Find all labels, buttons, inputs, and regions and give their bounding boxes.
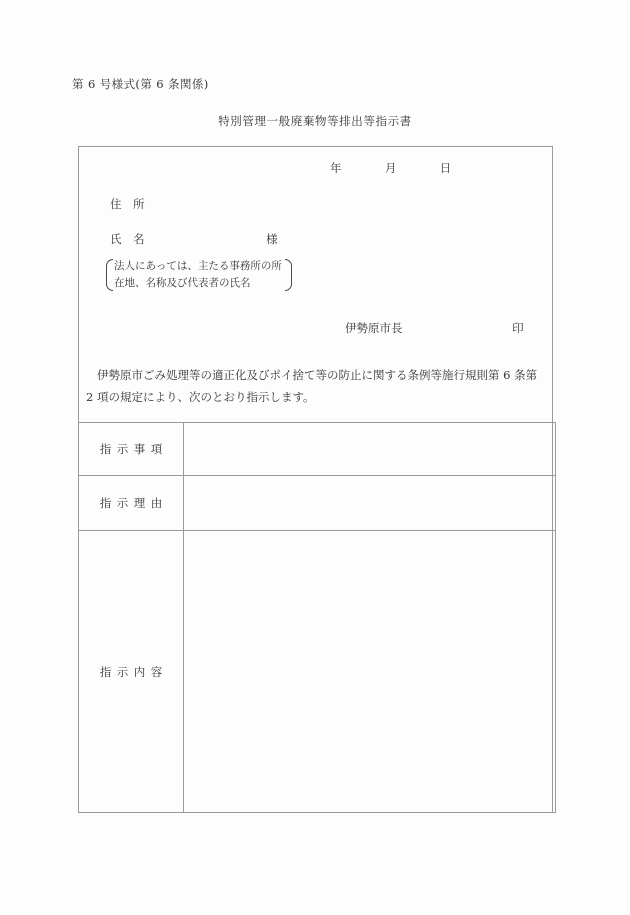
brace-right-icon <box>283 258 292 292</box>
instruction-table <box>78 422 556 813</box>
brace-left-icon <box>104 258 113 292</box>
corporate-note-line-2: 在地、名称及び代表者の氏名 <box>114 277 251 289</box>
table-row <box>79 423 556 476</box>
name-honorific: 様 <box>266 232 278 246</box>
table-row <box>79 531 556 813</box>
address-row <box>110 196 145 212</box>
issuer-row <box>345 320 524 336</box>
name-row <box>110 231 278 247</box>
address-label: 住 所 <box>110 197 145 211</box>
row-label-instruction-item: 指示事項 <box>79 423 184 476</box>
seal-mark: 印 <box>512 321 524 335</box>
body-paragraph-line-1: 伊勢原市ごみ処理等の適正化及びポイ捨て等の防止に関する条例等施行規則第 6 条第 <box>97 368 538 382</box>
date-month-label: 月 <box>384 161 397 175</box>
corporate-note-lines <box>113 258 283 292</box>
date-year-label: 年 <box>330 161 342 175</box>
row-value-instruction-reason[interactable] <box>184 476 556 531</box>
name-label: 氏 名 <box>110 232 145 246</box>
issuer-name: 伊勢原市長 <box>345 321 403 335</box>
form-number: 第 6 号様式(第 6 条関係) <box>72 77 209 91</box>
row-label-instruction-content: 指示内容 <box>79 531 184 813</box>
corporate-note <box>104 258 292 292</box>
table-row <box>79 476 556 531</box>
corporate-note-line-1: 法人にあっては、主たる事務所の所 <box>114 260 282 272</box>
body-paragraph-line-2: 2 項の規定により、次のとおり指示します。 <box>86 390 315 404</box>
body-paragraph <box>86 364 548 408</box>
date-line <box>330 160 451 176</box>
row-label-instruction-reason: 指示理由 <box>79 476 184 531</box>
document-title: 特別管理一般廃棄物等排出等指示書 <box>218 114 412 128</box>
row-value-instruction-content[interactable] <box>184 531 556 813</box>
row-value-instruction-item[interactable] <box>184 423 556 476</box>
date-day-label: 日 <box>439 161 452 175</box>
